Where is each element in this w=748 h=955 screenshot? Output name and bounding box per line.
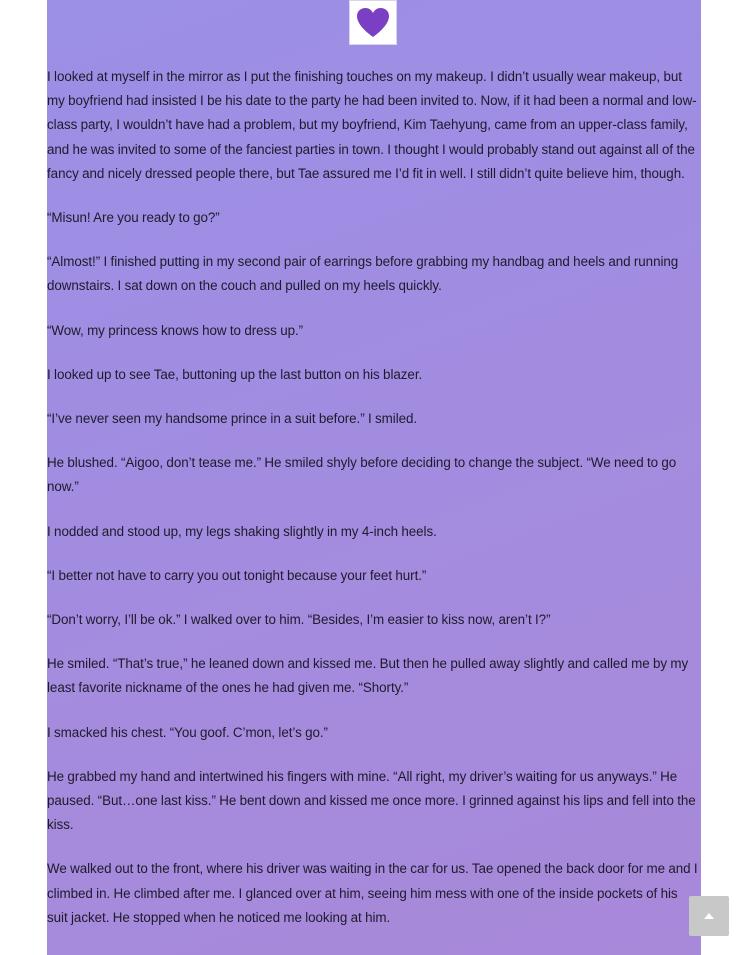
story-paragraph: “Wow, my princess knows how to dress up.” (47, 322, 304, 338)
story-paragraph: “Misun! Are you ready to go?” (47, 210, 220, 226)
chevron-up-icon (703, 912, 715, 920)
heart-image (349, 0, 397, 45)
story-paragraph: “I better not have to carry you out tonight because your feet hurt.” (47, 567, 427, 583)
story-paragraph: “I’ve never seen my handsome prince in a suit before.” I smiled. (47, 411, 418, 427)
story-paragraph: I looked up to see Tae, buttoning up the last button on his blazer. (47, 366, 423, 382)
story-paragraph: I smacked his chest. “You goof. C’mon, let’s go.” (47, 724, 328, 740)
purple-heart-icon (356, 7, 390, 39)
story-paragraph: We walked out to the front, where his driver was waiting in the car for us. Tae opened the back door for me and I climbed in. He climbed after me. I glanced over at him, seeing him mess with one of the inside pockets of his suit jacket. He stopped when he noticed me looking at him. (47, 861, 698, 925)
story-paragraph: “Don’t worry, I’ll be ok.” I walked over to him. “Besides, I’m easier to kiss now, aren’t I?” (47, 612, 551, 628)
story-text (47, 65, 701, 950)
scroll-to-top-button[interactable] (689, 896, 729, 936)
story-paragraph: He blushed. “Aigoo, don’t tease me.” He smiled shyly before deciding to change the subject. “We need to go now.” (47, 455, 677, 495)
story-paragraph: He grabbed my hand and intertwined his fingers with mine. “All right, my driver’s waiting for us anyways.” He paused. “But…one last kiss.” He bent down and kissed me once more. I grinned against his lips and fell into the kiss. (47, 768, 696, 833)
story-paragraph: “Almost!” I finished putting in my second pair of earrings before grabbing my handbag and heels and running downstairs. I sat down on the couch and pulled on my heels quickly. (47, 254, 679, 294)
story-paragraph: He smiled. “That’s true,” he leaned down and kissed me. But then he pulled away slightly and called me by my least favorite nickname of the ones he had given me. “Shorty.” (47, 656, 689, 696)
story-paragraph: I nodded and stood up, my legs shaking slightly in my 4-inch heels. (47, 523, 437, 539)
story-panel (47, 0, 701, 955)
story-paragraph: I looked at myself in the mirror as I put the finishing touches on my makeup. I didn’t usually wear makeup, but my boyfriend had insisted I be his date to the party he had been invited to. Now, if it had been a normal and low-class party, I wouldn’t have had a problem, but my boyfriend, Kim Taehyung, came from an upper-class family, and he was invited to some of the fanciest parties in town. I thought I would probably stand out against all of the fancy and nicely dressed people there, but Tae assured me I’d fit in well. I still didn’t quite believe him, though. (47, 69, 697, 181)
